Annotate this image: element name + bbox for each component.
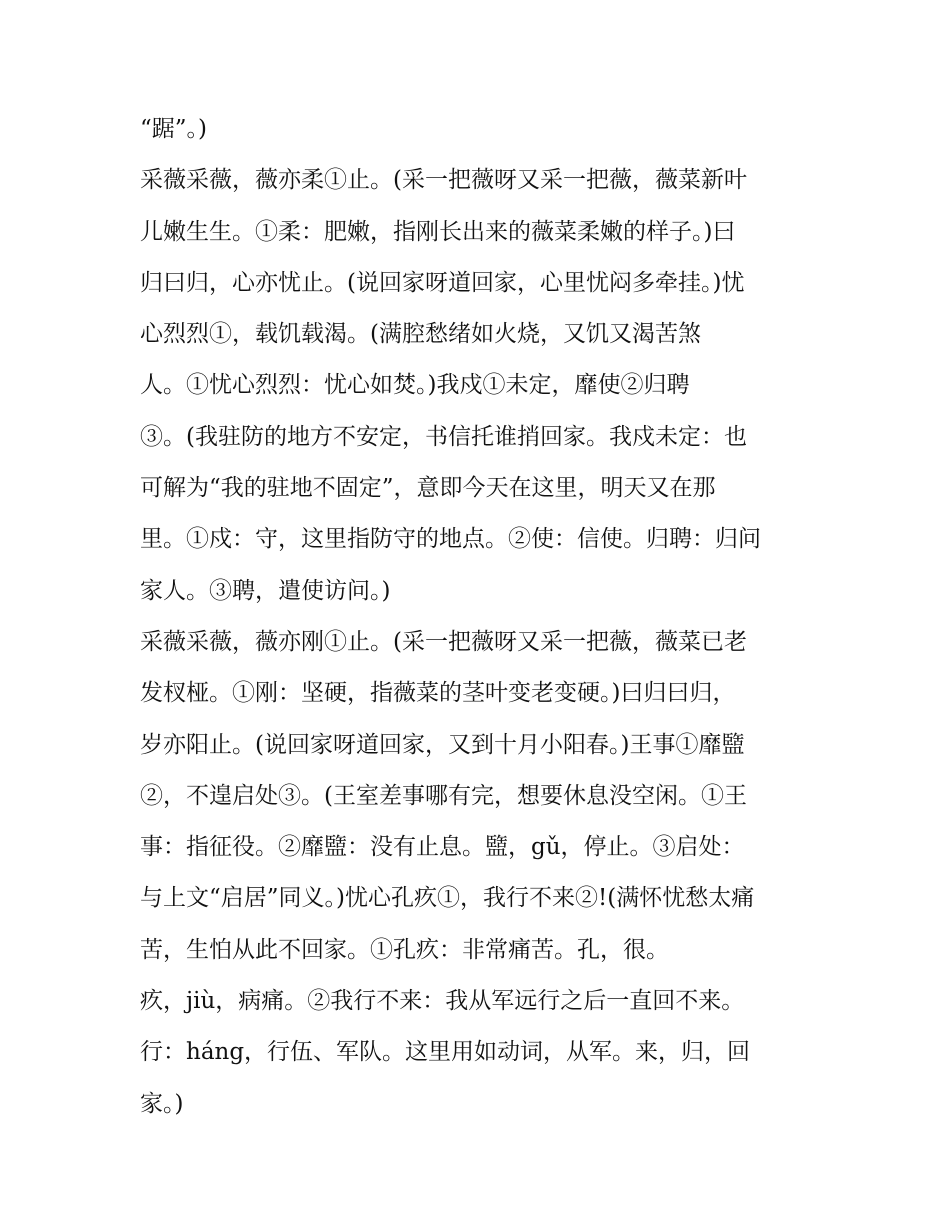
text-line: 岁亦阳止。(说回家呀道回家，又到十月小阳春。)王事①靡盬	[140, 731, 745, 758]
text-line: 与上文“启居”同义。)忧心孔疚①，我行不来②!(满怀忧愁太痛	[140, 885, 755, 912]
text-line: 行：háng，行伍、军队。这里用如动词，从军。来，归，回	[140, 1039, 751, 1066]
text-line: 事：指征役。②靡盬：没有止息。盬，gǔ，停止。③启处：	[140, 834, 745, 861]
text-line: 心烈烈①，载饥载渴。(满腔愁绪如火烧，又饥又渴苦煞	[140, 321, 701, 348]
text-line: ③。(我驻防的地方不安定，书信托谁捎回家。我戍未定：也	[140, 423, 747, 450]
text-line: 儿嫩生生。①柔：肥嫩，指刚长出来的薇菜柔嫩的样子。)曰	[140, 218, 736, 245]
text-line: 家人。③聘，遣使访问。)	[140, 577, 391, 604]
text-line: 苦，生怕从此不回家。①孔疚：非常痛苦。孔，很。	[140, 936, 669, 963]
text-line: 归曰归，心亦忧止。(说回家呀道回家，心里忧闷多牵挂。)忧	[140, 269, 745, 296]
text-line: 里。①戍：守，这里指防守的地点。②使：信使。归聘：归问	[140, 526, 761, 553]
text-line: 人。①忧心烈烈：忧心如焚。)我戍①未定，靡使②归聘	[140, 372, 690, 399]
annotated-poem-text	[140, 104, 830, 1130]
text-line: 采薇采薇，薇亦柔①止。(采一把薇呀又采一把薇，薇菜新叶	[140, 167, 747, 194]
text-line: 发杈桠。①刚：坚硬，指薇菜的茎叶变老变硬。)曰归曰归，	[140, 680, 736, 707]
text-line: “踞”。)	[140, 116, 207, 142]
text-line: 可解为“我的驻地不固定”，意即今天在这里，明天又在那	[140, 475, 716, 502]
text-line: 家。)	[140, 1090, 184, 1117]
text-line: 疚，jiù，病痛。②我行不来：我从军远行之后一直回不来。	[140, 988, 745, 1015]
text-line: 采薇采薇，薇亦刚①止。(采一把薇呀又采一把薇，薇菜已老	[140, 628, 747, 655]
text-line: ②，不遑启处③。(王室差事哪有完，想要休息没空闲。①王	[140, 782, 747, 809]
